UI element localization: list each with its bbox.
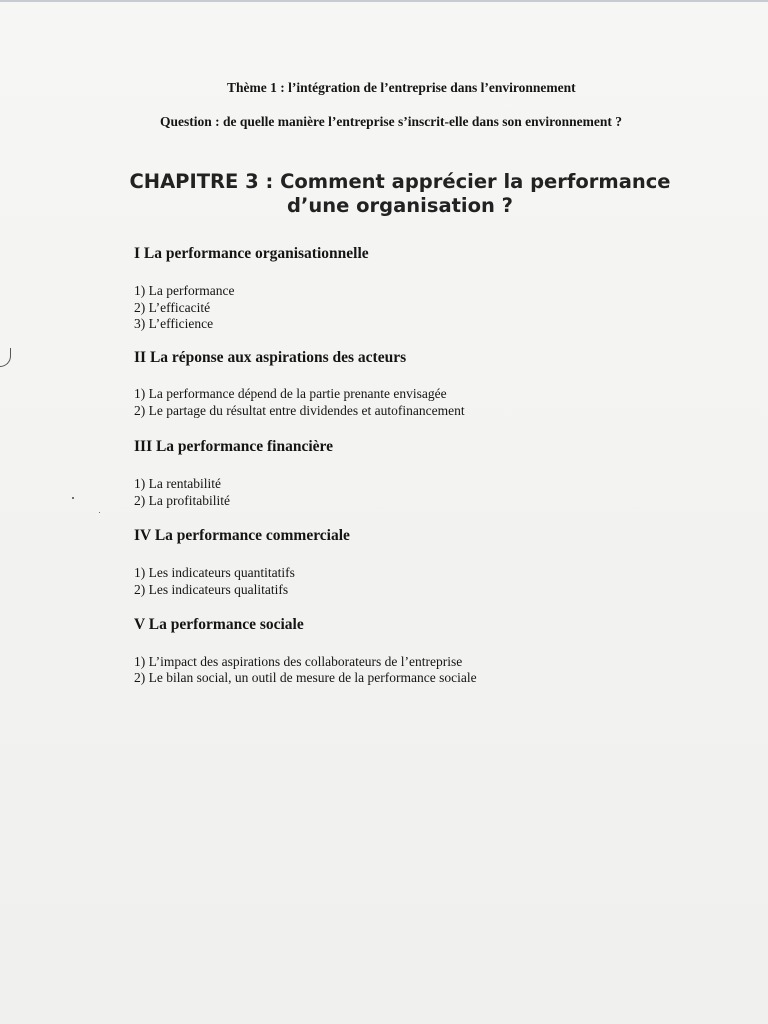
list-item: 2) Les indicateurs qualitatifs [134,582,289,597]
question-heading: Question : de quelle manière l’entreprise s’inscrit-elle dans son environnement ? [160,114,622,129]
section-title: I La performance organisationnelle [134,245,369,262]
list-item: 1) L’impact des aspirations des collaborateurs de l’entreprise [134,654,463,669]
scan-speck [99,512,100,513]
section-title: III La performance financière [134,438,334,455]
list-item: 2) Le partage du résultat entre dividendes et autofinancement [134,403,465,418]
list-item: 1) Les indicateurs quantitatifs [134,565,295,580]
section-title: IV La performance commerciale [134,527,350,544]
section-title: II La réponse aux aspirations des acteurs [134,349,407,366]
chapter-title-line-1: CHAPITRE 3 : Comment apprécier la performance [129,170,671,193]
list-item: 2) L’efficacité [134,299,211,315]
list-item: 1) La rentabilité [134,476,221,491]
margin-mark [0,348,11,367]
chapter-title-line-2: d’une organisation ? [287,194,513,217]
theme-heading: Thème 1 : l’intégration de l’entreprise dans l’environnement [227,80,576,95]
list-item: 2) Le bilan social, un outil de mesure de la performance sociale [134,670,477,685]
list-item: 1) La performance [134,283,235,298]
chapter-title [110,170,690,218]
list-item: 3) L’efficience [134,316,214,331]
list-item: 1) La performance dépend de la partie prenante envisagée [134,386,447,401]
scan-edge [0,0,768,2]
list-item: 2) La profitabilité [134,493,230,508]
section-title: V La performance sociale [134,616,304,633]
scan-speck [72,497,74,499]
